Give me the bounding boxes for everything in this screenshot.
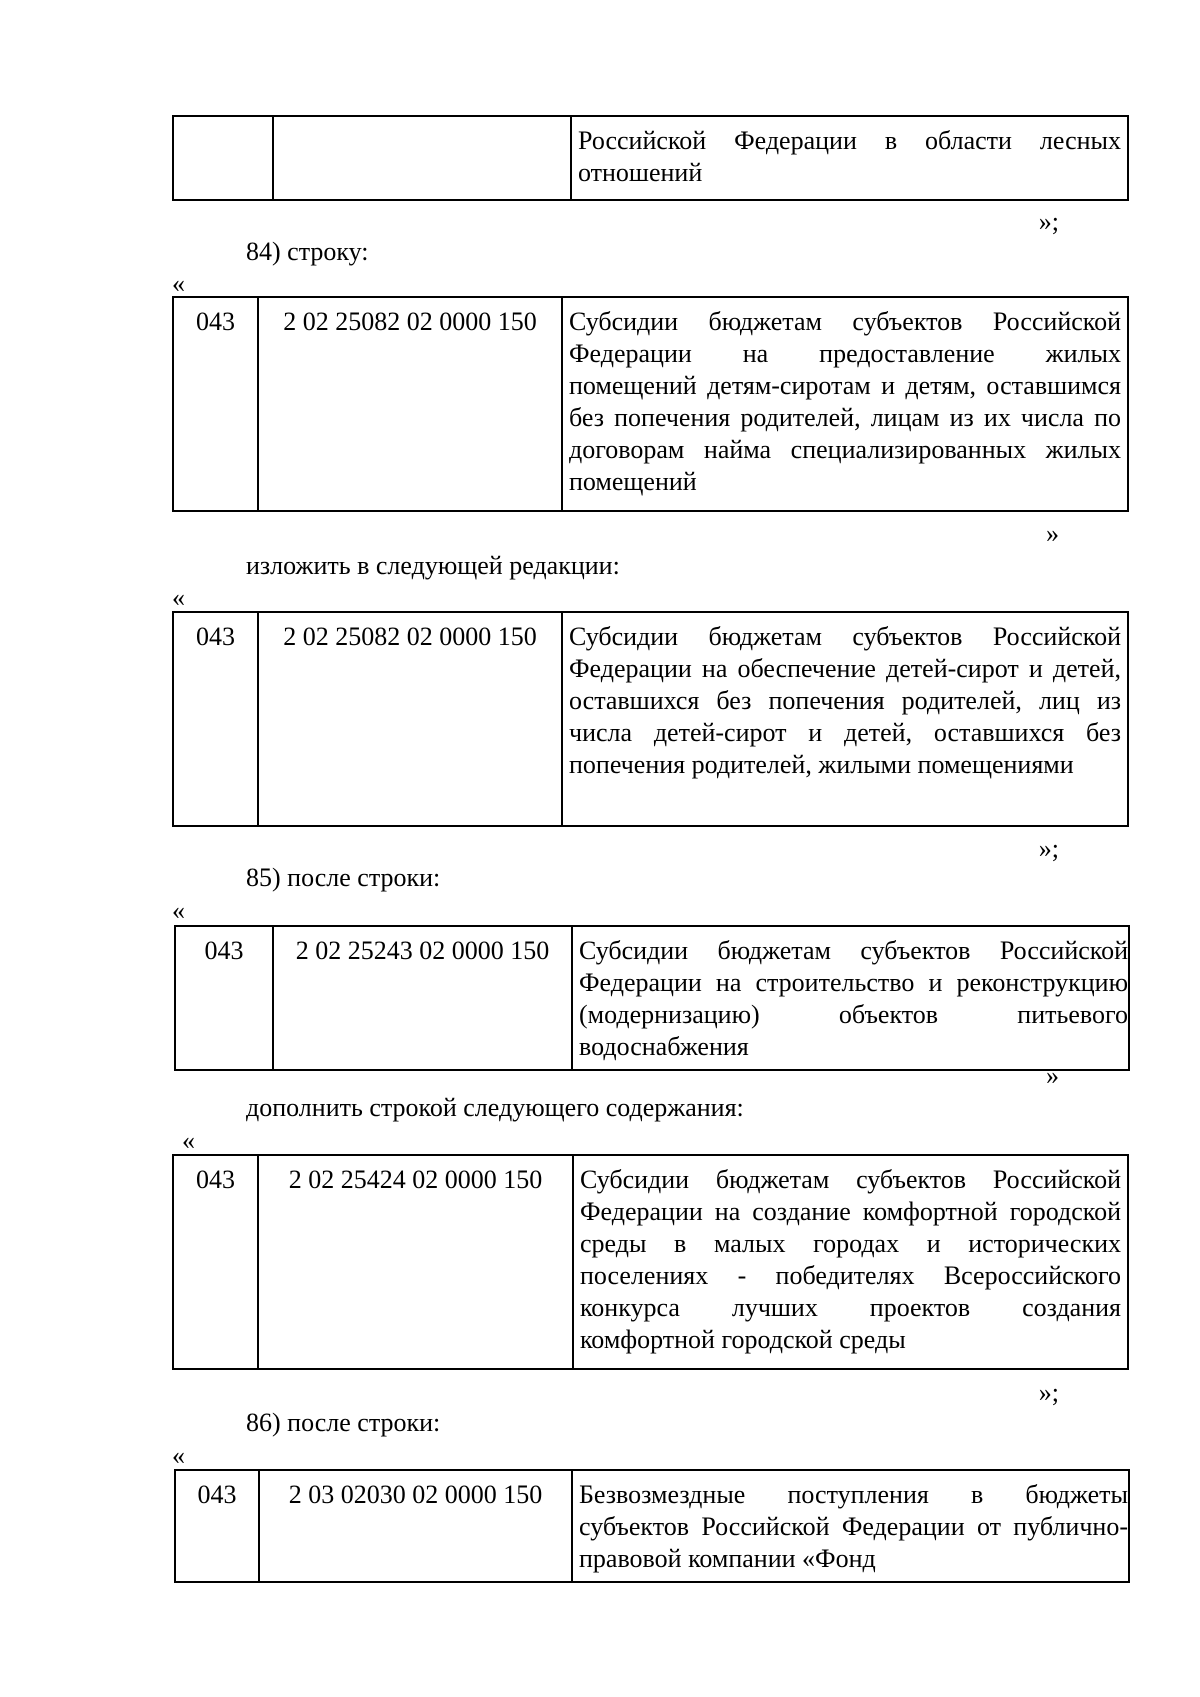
description-cell: Субсидии бюджетам субъектов Российской Федерации на обеспечение детей-сирот и детей, оставшихся без попечения родителей, лиц из числа детей-сирот и детей, оставшихся без попечения родителей, жилыми помещениями bbox=[562, 612, 1128, 826]
table-row-85-new bbox=[172, 1154, 1129, 1370]
kbk-cell: 2 02 25082 02 0000 150 bbox=[258, 612, 562, 826]
kbk-cell bbox=[273, 116, 571, 200]
table-row-86-after bbox=[174, 1469, 1130, 1583]
item-85-heading: 85) после строки: bbox=[246, 863, 441, 892]
item-84-mid-text: изложить в следующей редакции: bbox=[246, 551, 620, 580]
table-row-85-after bbox=[174, 925, 1130, 1071]
table-row-84-new bbox=[172, 611, 1129, 827]
description-cell: Субсидии бюджетам субъектов Российской Федерации на создание комфортной городской среды в малых городах и исторических поселениях - победителях Всероссийского конкурса лучших проектов создания комфортной городской среды bbox=[573, 1155, 1128, 1369]
kbk-cell: 2 02 25243 02 0000 150 bbox=[273, 926, 572, 1070]
admin-code-cell: 043 bbox=[173, 612, 258, 826]
description-cell: Безвозмездные поступления в бюджеты субъектов Российской Федерации от публично-правовой компании «Фонд bbox=[572, 1470, 1129, 1582]
description-cell: Субсидии бюджетам субъектов Российской Федерации на предоставление жилых помещений детям-сиротам и детям, оставшимся без попечения родителей, лицам из их числа по договорам найма специализированных жилых помещений bbox=[562, 297, 1128, 511]
kbk-cell: 2 02 25082 02 0000 150 bbox=[258, 297, 562, 511]
kbk-cell: 2 03 02030 02 0000 150 bbox=[259, 1470, 572, 1582]
table-row-84-old bbox=[172, 296, 1129, 512]
opening-quote: « bbox=[182, 1126, 195, 1155]
admin-code-cell: 043 bbox=[173, 297, 258, 511]
opening-quote: « bbox=[172, 896, 185, 925]
opening-quote: « bbox=[172, 583, 185, 612]
description-cell: Российской Федерации в области лесных отношений bbox=[571, 116, 1128, 200]
admin-code-cell: 043 bbox=[175, 926, 273, 1070]
opening-quote: « bbox=[172, 1441, 185, 1470]
admin-code-cell: 043 bbox=[173, 1155, 258, 1369]
closing-quote: »; bbox=[1038, 1378, 1059, 1407]
admin-code-cell bbox=[173, 116, 273, 200]
closing-quote: »; bbox=[1038, 207, 1059, 236]
item-84-heading: 84) строку: bbox=[246, 237, 369, 266]
closing-quote: » bbox=[1046, 1061, 1059, 1090]
opening-quote: « bbox=[172, 269, 185, 298]
table-row-continuation bbox=[172, 115, 1129, 201]
closing-quote: » bbox=[1046, 519, 1059, 548]
closing-quote: »; bbox=[1038, 834, 1059, 863]
kbk-cell: 2 02 25424 02 0000 150 bbox=[258, 1155, 573, 1369]
item-86-heading: 86) после строки: bbox=[246, 1408, 441, 1437]
admin-code-cell: 043 bbox=[175, 1470, 259, 1582]
description-cell: Субсидии бюджетам субъектов Российской Федерации на строительство и реконструкцию (модернизацию) объектов питьевого водоснабжения bbox=[572, 926, 1129, 1070]
item-85-mid-text: дополнить строкой следующего содержания: bbox=[246, 1093, 744, 1122]
